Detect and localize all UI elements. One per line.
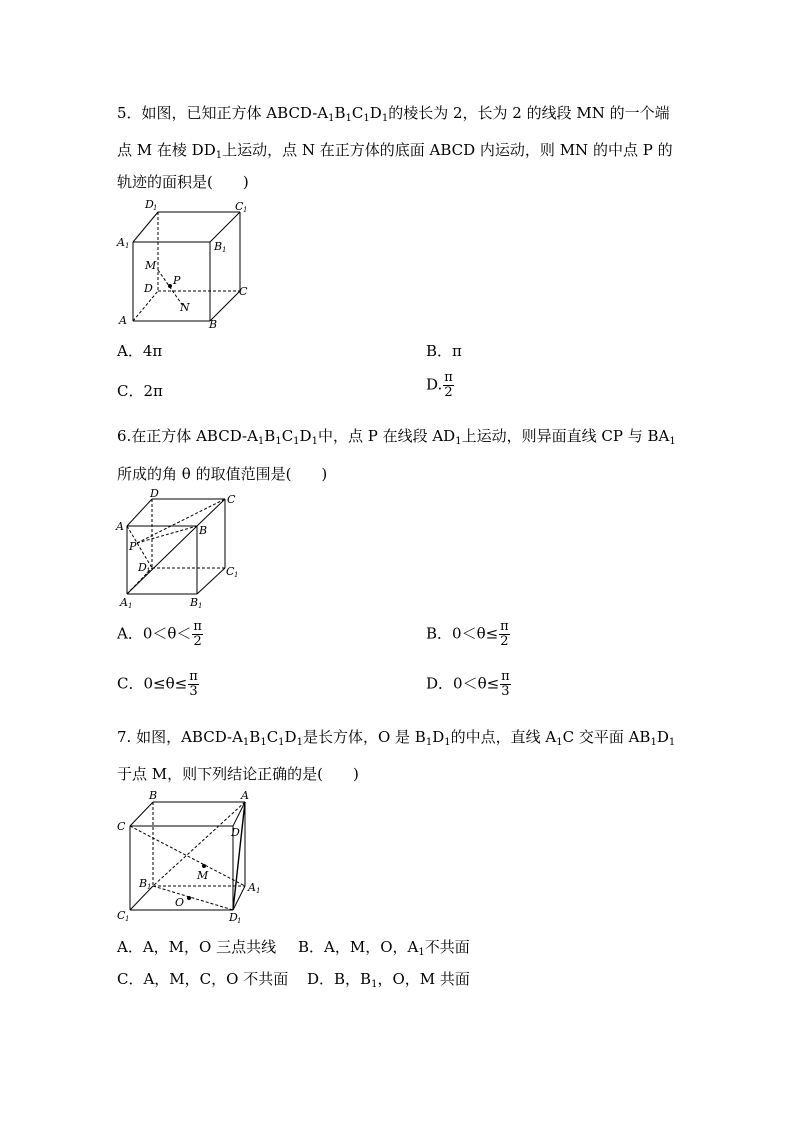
q7-stem-line2: 于点 M，则下列结论正确的是( ) [117,765,359,783]
svg-text:1: 1 [198,602,203,610]
q6-option-c[interactable]: C．0≤θ≤ $\frac{\pi}{3}$ [117,669,198,699]
q5-option-c[interactable]: C．2π [117,382,163,400]
svg-text:1: 1 [234,571,239,579]
svg-text:M: M [145,259,157,272]
q5-stem-line1: 5．如图，已知正方体 ABCD-$A_1B_1C_1D_1$的棱长为 2，长为 2 的线段 MN 的一个端 [117,104,670,124]
svg-text:C: C [117,909,126,922]
svg-text:1: 1 [153,204,158,212]
svg-text:1: 1 [222,246,227,254]
svg-text:1: 1 [125,242,130,250]
svg-text:A: A [248,881,256,894]
svg-text:D: D [231,826,240,839]
svg-text:C: C [227,493,236,506]
svg-text:A: A [117,236,125,249]
svg-text:P: P [129,540,137,553]
svg-text:1: 1 [256,887,261,895]
q6-option-a[interactable]: A．0＜θ＜ $\frac{\pi}{2}$ [117,619,202,649]
svg-text:B: B [149,789,158,802]
q5-option-d[interactable]: D. $\frac{\pi}{2}$ [426,370,453,400]
svg-text:A: A [241,789,249,802]
q7-option-b[interactable]: B．A，M，O，$A_1$不共面 [298,938,470,958]
svg-text:D: D [145,198,154,211]
svg-text:B: B [209,318,218,331]
svg-text:D: D [150,487,159,500]
q5-option-a[interactable]: A．4π [117,342,163,360]
svg-text:1: 1 [237,917,242,925]
q7-option-a[interactable]: A．A，M，O 三点共线 [117,938,277,956]
q6-option-b[interactable]: B．0＜θ≤ $\frac{\pi}{2}$ [426,619,509,649]
q7-option-c[interactable]: C．A，M，C，O 不共面 [117,970,289,988]
svg-text:D: D [144,282,153,295]
svg-text:M: M [197,869,209,882]
svg-text:A: A [119,314,127,327]
svg-text:D: D [138,561,147,574]
svg-text:P: P [173,274,181,287]
svg-text:B: B [139,877,148,890]
q6-stem-line1: 6.在正方体 ABCD-$A_1B_1C_1D_1$中，点 P 在线段 $AD_1$上运动，则异面直线 CP 与 $BA_1$ [117,427,676,447]
svg-text:B: B [199,524,208,537]
q7-box-figure [115,788,265,926]
svg-text:O: O [175,896,185,909]
svg-text:N: N [180,301,190,314]
q7-stem-line1: 7. 如图，ABCD-$A_1B_1C_1D_1$是长方体，O 是 $B_1D_1$的中点，直线 $A_1C$ 交平面 $AB_1D_1$ [117,728,676,748]
q6-option-d[interactable]: D．0＜θ≤ $\frac{\pi}{3}$ [426,669,510,699]
svg-text:1: 1 [147,883,152,891]
svg-text:1: 1 [243,206,248,214]
q5-stem-line3: 轨迹的面积是( ) [117,173,249,191]
svg-text:D: D [229,911,238,924]
q7-option-d[interactable]: D．B，$B_1$，O，M 共面 [307,970,470,990]
q5-option-b[interactable]: B．π [426,342,462,360]
svg-text:C: C [239,285,248,298]
svg-text:B: B [214,240,223,253]
svg-text:B: B [190,596,199,609]
svg-text:C: C [226,565,235,578]
svg-text:A: A [120,596,128,609]
svg-text:1: 1 [146,567,151,575]
q5-cube-figure [115,198,250,330]
q6-cube-figure [115,488,245,610]
q6-stem-line2: 所成的角 θ 的取值范围是( ) [117,465,328,483]
svg-text:C: C [235,200,244,213]
q5-stem-line2: 点 M 在棱 $DD_1$上运动，点 N 在正方体的底面 ABCD 内运动，则 MN 的中点 P 的 [117,141,673,161]
svg-text:C: C [117,820,126,833]
svg-text:1: 1 [125,915,130,923]
svg-text:1: 1 [128,602,133,610]
svg-text:A: A [116,520,124,533]
